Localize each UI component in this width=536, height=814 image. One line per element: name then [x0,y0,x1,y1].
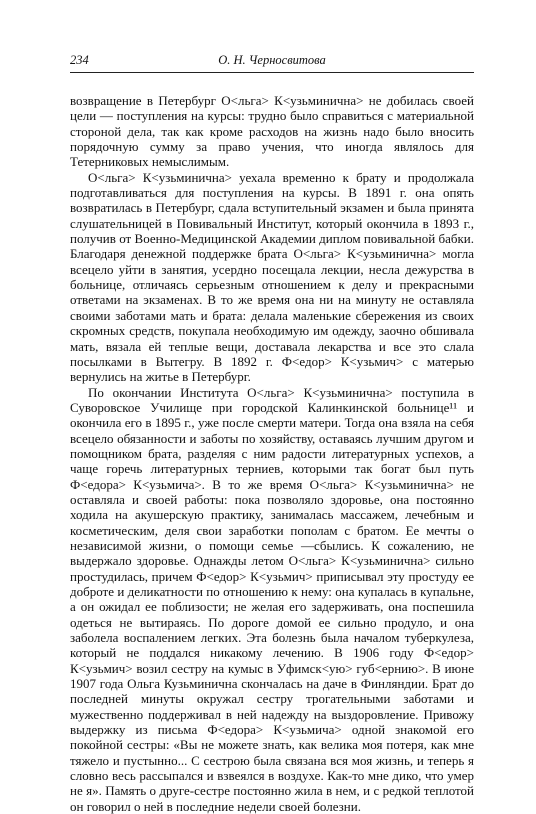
page-number: 234 [70,53,89,67]
paragraph: О<льга> К<узьминична> уехала временно к брату и продолжала подготавливаться для поступления на курсы. В 1891 г. она опять возвратилась в Петербург, сдала вступительный экзамен и была принята слушательницей в Повивальный Институт, который окончила в 1893 г., получив от Военно-Медицинской Академии диплом повивальной бабки. Благодаря денежной поддержке брата О<льга> К<узьминична> могла всецело уйти в занятия, усердно посещала лекции, несла дежурства в больнице, отличаясь серьезным отношением к делу и прекрасными ответами на экзаменах. В то же время она ни на минуту не оставляла своими заботами мать и брата: делала маленькие сбережения из своих скромных средств, покупала необходимую им одежду, заочно обшивала мать, вязала ей теплые вещи, доставала лекарства и все это слала посылками в Вытегру. В 1892 г. Ф<едор> К<узьмич> с матерью вернулись на житье в Петербург. [70,169,474,385]
running-head [70,53,474,69]
body-text [70,93,474,814]
running-title: О. Н. Черносвитова [218,53,326,67]
paragraph: По окончании Института О<льга> К<узьминична> поступила в Суворовское Училище при городской Калинкинской больнице¹¹ и окончила его в 1895 г., уже после смерти матери. Тогда она взяла на себя всецело обязанности и заботы по хозяйству, оставаясь лучшим другом и помощником брата, разделяя с ним радости литературных успехов, а чаще горечь литературных терниев, которыми так богат был путь Ф<едора> К<узьмича>. В то же время О<льга> К<узьминична> не оставляла и своей работы: пока позволяло здоровье, она постоянно ходила на акушерскую практику, занималась массажем, лечебным и косметическим, деля свои заработки пополам с братом. Ее мечты о независимой жизни, о помощи семье —сбылись. К сожалению, не выдержало здоровье. Однажды летом О<льга> К<узьминична> сильно простудилась, причем Ф<едор> К<узьмич> приписывал эту простуду ее доброте и деликатности по отношению к нему: она купалась в купальне, а он ожидал ее поблизости; не желая его задерживать, она поспешила одеться не вытираясь. По дороге домой ее сильно продуло, и она заболела воспалением легких. Эта болезнь была началом туберкулеза, который не поддался никакому лечению. В 1906 году Ф<едор> К<узьмич> возил сестру на кумыс в Уфимск<ую> губ<ернию>. В июне 1907 года Ольга Кузьминична скончалась на даче в Финляндии. Брат до последней минуты окружал сестру трогательными заботами и мужественно поддерживал в ней надежду на выздоровление. Привожу выдержку из письма Ф<едора> К<узьмича> одной знакомой его покойной сестры: «Вы не можете знать, как велика моя потеря, как мне тяжело и пустынно... С сестрою была связана вся моя жизнь, и теперь я словно весь рассыпался и взвеялся в воздухе. Как-то мне дико, что умер не я». Память о друге-сестре постоянно жила в нем, и с редкой теплотой он говорил о ней в последние недели своей болезни. [70,384,474,814]
paragraph-continuation: возвращение в Петербург О<льга> К<узьминична> не добилась своей цели — поступления на курсы: трудно было справиться с материальной стороной дела, так как кроме расходов на жизнь надо было вносить порядочную сумму за право учения, что иногда являлось для Тетерниковых немыслимым. [70,93,474,170]
header-rule [70,72,474,73]
